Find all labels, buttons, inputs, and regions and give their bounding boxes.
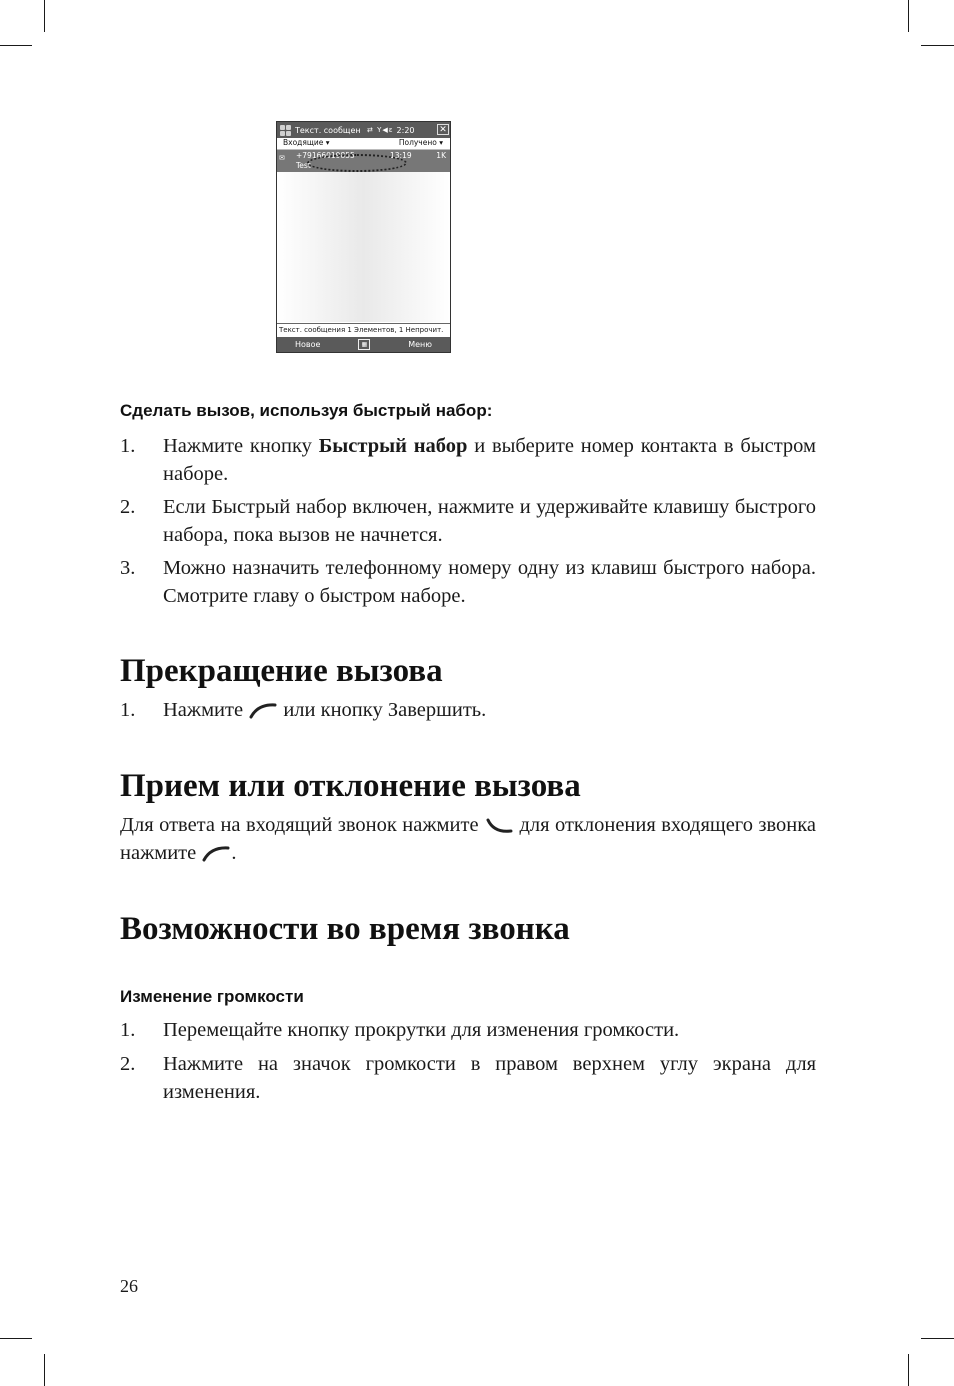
- list-item: [120, 696, 816, 724]
- list-number: 2.: [120, 496, 136, 518]
- message-size: 1K: [436, 151, 446, 160]
- crop-mark: [44, 1354, 45, 1386]
- device-list-header: [277, 138, 450, 150]
- device-clock[interactable]: 2:20: [396, 125, 415, 135]
- list-item: [120, 1050, 816, 1106]
- answer-reject-heading: Прием или отклонение вызова: [120, 768, 581, 804]
- keyboard-icon[interactable]: ▦: [358, 339, 370, 350]
- list-text: Нажмите на значок громкости в правом верхнем углу экрана для изменения.: [163, 1053, 816, 1103]
- device-status-bar: Текст. сообщения 1 Элементов, 1 Непрочит.: [277, 323, 450, 337]
- highlight-circle: [307, 154, 407, 172]
- sort-dropdown[interactable]: Получено ▾: [398, 138, 443, 147]
- volume-subheading: Изменение громкости: [120, 987, 304, 1006]
- message-row[interactable]: [277, 150, 450, 172]
- new-softkey[interactable]: Новое: [295, 340, 321, 349]
- list-item: [120, 1016, 816, 1044]
- list-text: Можно назначить телефонному номеру одну из клавиш быстрого набора. Смотрите главу о быстром наборе.: [163, 557, 816, 607]
- message-time: 13:19: [390, 151, 412, 160]
- crop-mark: [921, 1338, 954, 1339]
- signal-volume-icon[interactable]: ⇄ Y◀ε: [367, 126, 394, 134]
- device-screenshot: [276, 121, 451, 353]
- crop-mark: [908, 0, 909, 32]
- device-app-title: Текст. сообщен: [295, 125, 361, 135]
- list-text: Перемещайте кнопку прокрутки для изменения громкости.: [163, 1019, 680, 1041]
- page-number: 26: [120, 1276, 138, 1296]
- crop-mark: [0, 45, 32, 46]
- list-text: Нажмите кнопку Быстрый набор и выберите номер контакта в быстром наборе.: [163, 435, 817, 485]
- start-menu-icon[interactable]: [279, 124, 293, 136]
- end-call-icon: [201, 844, 231, 864]
- close-icon[interactable]: ✕: [437, 124, 449, 135]
- list-item: [120, 493, 816, 549]
- envelope-icon: ✉: [279, 154, 285, 162]
- answer-reject-text: Для ответа на входящий звонок нажмите для отклонения входящего звонка нажмите .: [120, 814, 816, 864]
- list-number: 1.: [120, 1019, 136, 1041]
- list-text: Если Быстрый набор включен, нажмите и удерживайте клавишу быстрого набора, пока вызов не начнется.: [163, 496, 816, 546]
- list-text: Нажмите или кнопку Завершить.: [163, 699, 487, 721]
- answer-call-icon: [484, 816, 514, 836]
- crop-mark: [0, 1338, 32, 1339]
- end-call-icon: [248, 701, 278, 721]
- list-item: [120, 554, 816, 610]
- speed-dial-button-name: Быстрый набор: [318, 435, 468, 457]
- crop-mark: [921, 45, 954, 46]
- list-item: [120, 432, 816, 488]
- in-call-heading: Возможности во время звонка: [120, 911, 570, 947]
- list-number: 1.: [120, 435, 136, 457]
- message-list-area: [277, 172, 450, 322]
- folder-dropdown[interactable]: Входящие ▾: [283, 138, 330, 147]
- speed-dial-heading: Сделать вызов, используя быстрый набор:: [120, 401, 493, 420]
- crop-mark: [908, 1354, 909, 1386]
- message-subject: Test: [296, 161, 311, 170]
- device-title-bar: [277, 122, 450, 138]
- menu-softkey[interactable]: Меню: [408, 340, 432, 349]
- end-call-heading: Прекращение вызова: [120, 653, 443, 689]
- crop-mark: [44, 0, 45, 32]
- list-number: 1.: [120, 699, 136, 721]
- list-number: 2.: [120, 1053, 136, 1075]
- message-sender: +79166019855: [296, 151, 355, 160]
- device-menu-bar: [277, 337, 450, 352]
- list-number: 3.: [120, 557, 136, 579]
